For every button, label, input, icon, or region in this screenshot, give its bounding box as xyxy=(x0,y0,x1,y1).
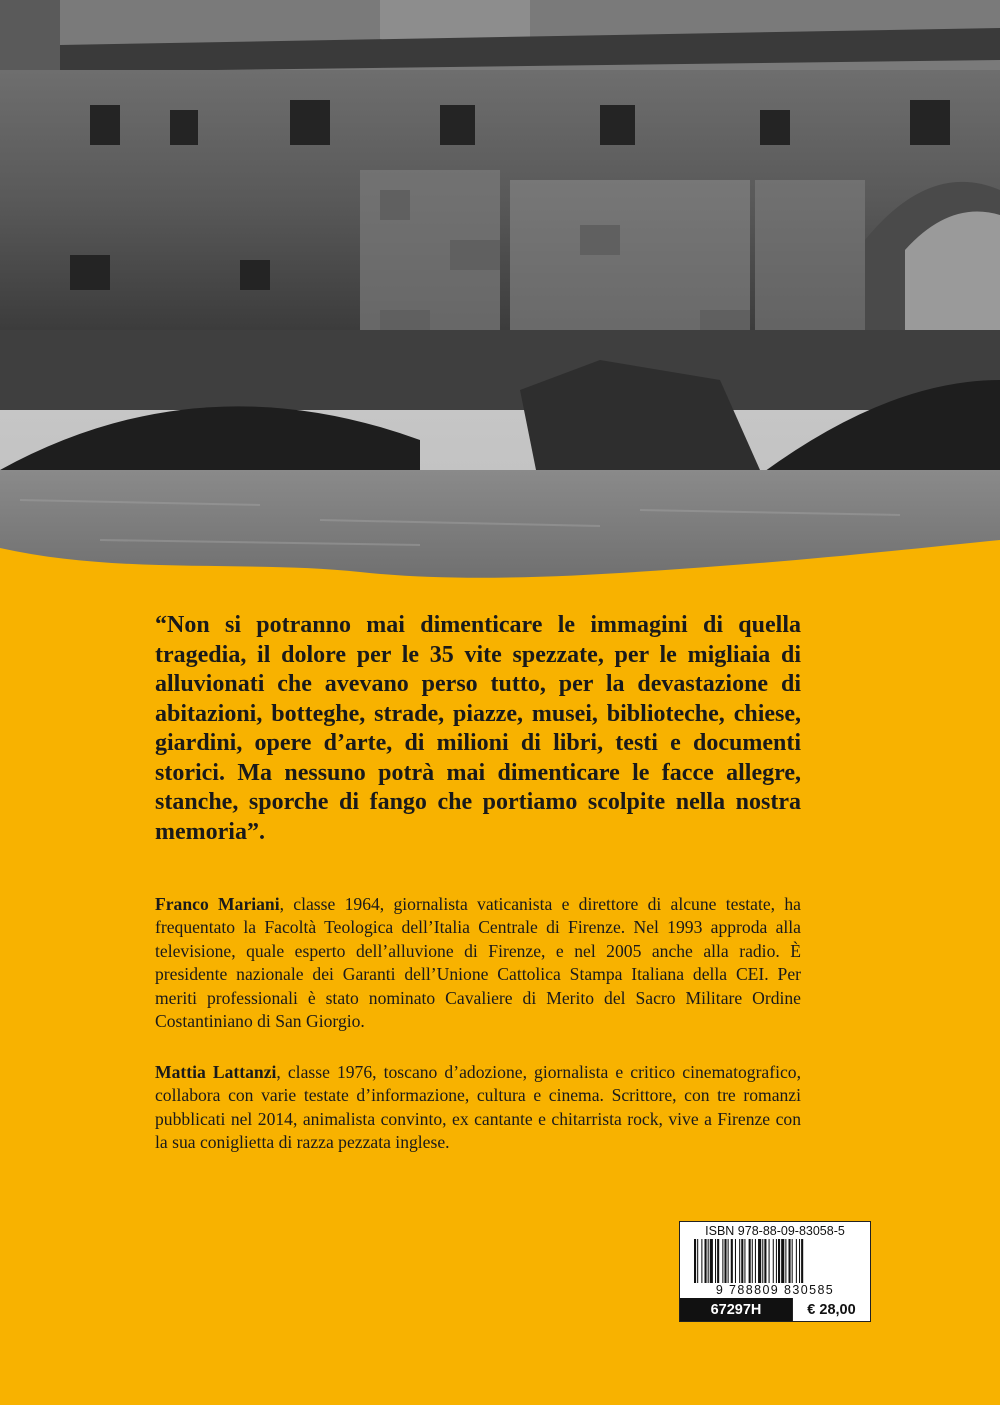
flood-bridge-photo xyxy=(0,0,1000,600)
isbn-label: ISBN 978-88-09-83058-5 xyxy=(705,1224,845,1238)
barcode-bar xyxy=(744,1239,745,1283)
barcode-bar xyxy=(708,1239,709,1283)
barcode-bar xyxy=(785,1239,786,1283)
barcode-bar xyxy=(724,1239,726,1283)
barcode-bar xyxy=(739,1239,740,1283)
ean-digits: 9 788809 830585 xyxy=(715,1283,835,1297)
author-name-1: Franco Mariani xyxy=(155,894,280,914)
barcode-bar xyxy=(697,1239,698,1283)
barcode-bar xyxy=(710,1239,713,1283)
barcode-bar xyxy=(741,1239,743,1283)
barcode-bar xyxy=(799,1239,800,1283)
barcode-bar xyxy=(762,1239,763,1283)
barcode-bar xyxy=(781,1239,784,1283)
barcode-bar xyxy=(776,1239,777,1283)
barcode-bar xyxy=(722,1239,723,1283)
barcode-bar xyxy=(789,1239,791,1283)
barcode-bar xyxy=(758,1239,761,1283)
barcode-bar xyxy=(792,1239,793,1283)
author-bio-1 xyxy=(155,893,801,1033)
barcode-bar xyxy=(752,1239,753,1283)
barcode-bar xyxy=(715,1239,716,1283)
barcode-bar xyxy=(773,1239,774,1283)
price-row xyxy=(680,1298,870,1321)
barcode-bar xyxy=(735,1239,736,1283)
barcode-bar xyxy=(705,1239,707,1283)
barcode-bar xyxy=(778,1239,780,1283)
barcode-icon xyxy=(694,1239,856,1283)
barcode-bar xyxy=(731,1239,733,1283)
barcode-bar xyxy=(717,1239,719,1283)
barcode-bar xyxy=(755,1239,756,1283)
barcode-bar xyxy=(701,1239,702,1283)
price: € 28,00 xyxy=(792,1298,870,1321)
barcode-bar xyxy=(801,1239,803,1283)
author-bio-text-2: , classe 1976, toscano d’adozione, giornalista e critico cinematografico, collabora con varie testate d’informazione, cultura e cinema. Scrittore, con tre romanzi pubblicati nel 2014, animalista convinto, ex cantante e chitarrista rock, vive a Firenze con la sua coniglietta di razza pezzata inglese. xyxy=(155,1062,801,1153)
author-name-2: Mattia Lattanzi xyxy=(155,1062,277,1082)
barcode-bar xyxy=(728,1239,729,1283)
barcode-bar xyxy=(749,1239,751,1283)
author-bio-2 xyxy=(155,1061,801,1155)
product-code: 67297H xyxy=(680,1298,792,1321)
barcode-bar xyxy=(764,1239,766,1283)
barcode-bar xyxy=(769,1239,770,1283)
cover-quote: “Non si potranno mai dimenticare le immagini di quella tragedia, il dolore per le 35 vite spezzate, per le migliaia di alluvionati che avevano perso tutto, per la devastazione di abitazioni, botteghe, strade, piazze, musei, biblioteche, chiese, giardini, opere d’arte, di milioni di libri, testi e documenti storici. Ma nessuno potrà mai dimenticare le facce allegre, stanche, sporche di fango che portiamo scolpite nella nostra memoria”. xyxy=(155,612,801,845)
barcode-bar xyxy=(796,1239,797,1283)
barcode-bar xyxy=(694,1239,696,1283)
author-bio-text-1: , classe 1964, giornalista vaticanista e direttore di alcune testate, ha frequentato la Facoltà Teologica dell’Italia Centrale di Firenze. Nel 1993 approda alla televisione, quale esperto dell’alluvione di Firenze, e nel 2005 anche alla radio. È presidente nazionale dei Garanti dell’Unione Cattolica Stampa Italiana della CEI. Per meriti professionali è stato nominato Cavaliere di Merito del Sacro Militare Ordine Costantiniano di San Giorgio. xyxy=(155,894,801,1032)
barcode-box xyxy=(679,1221,871,1322)
